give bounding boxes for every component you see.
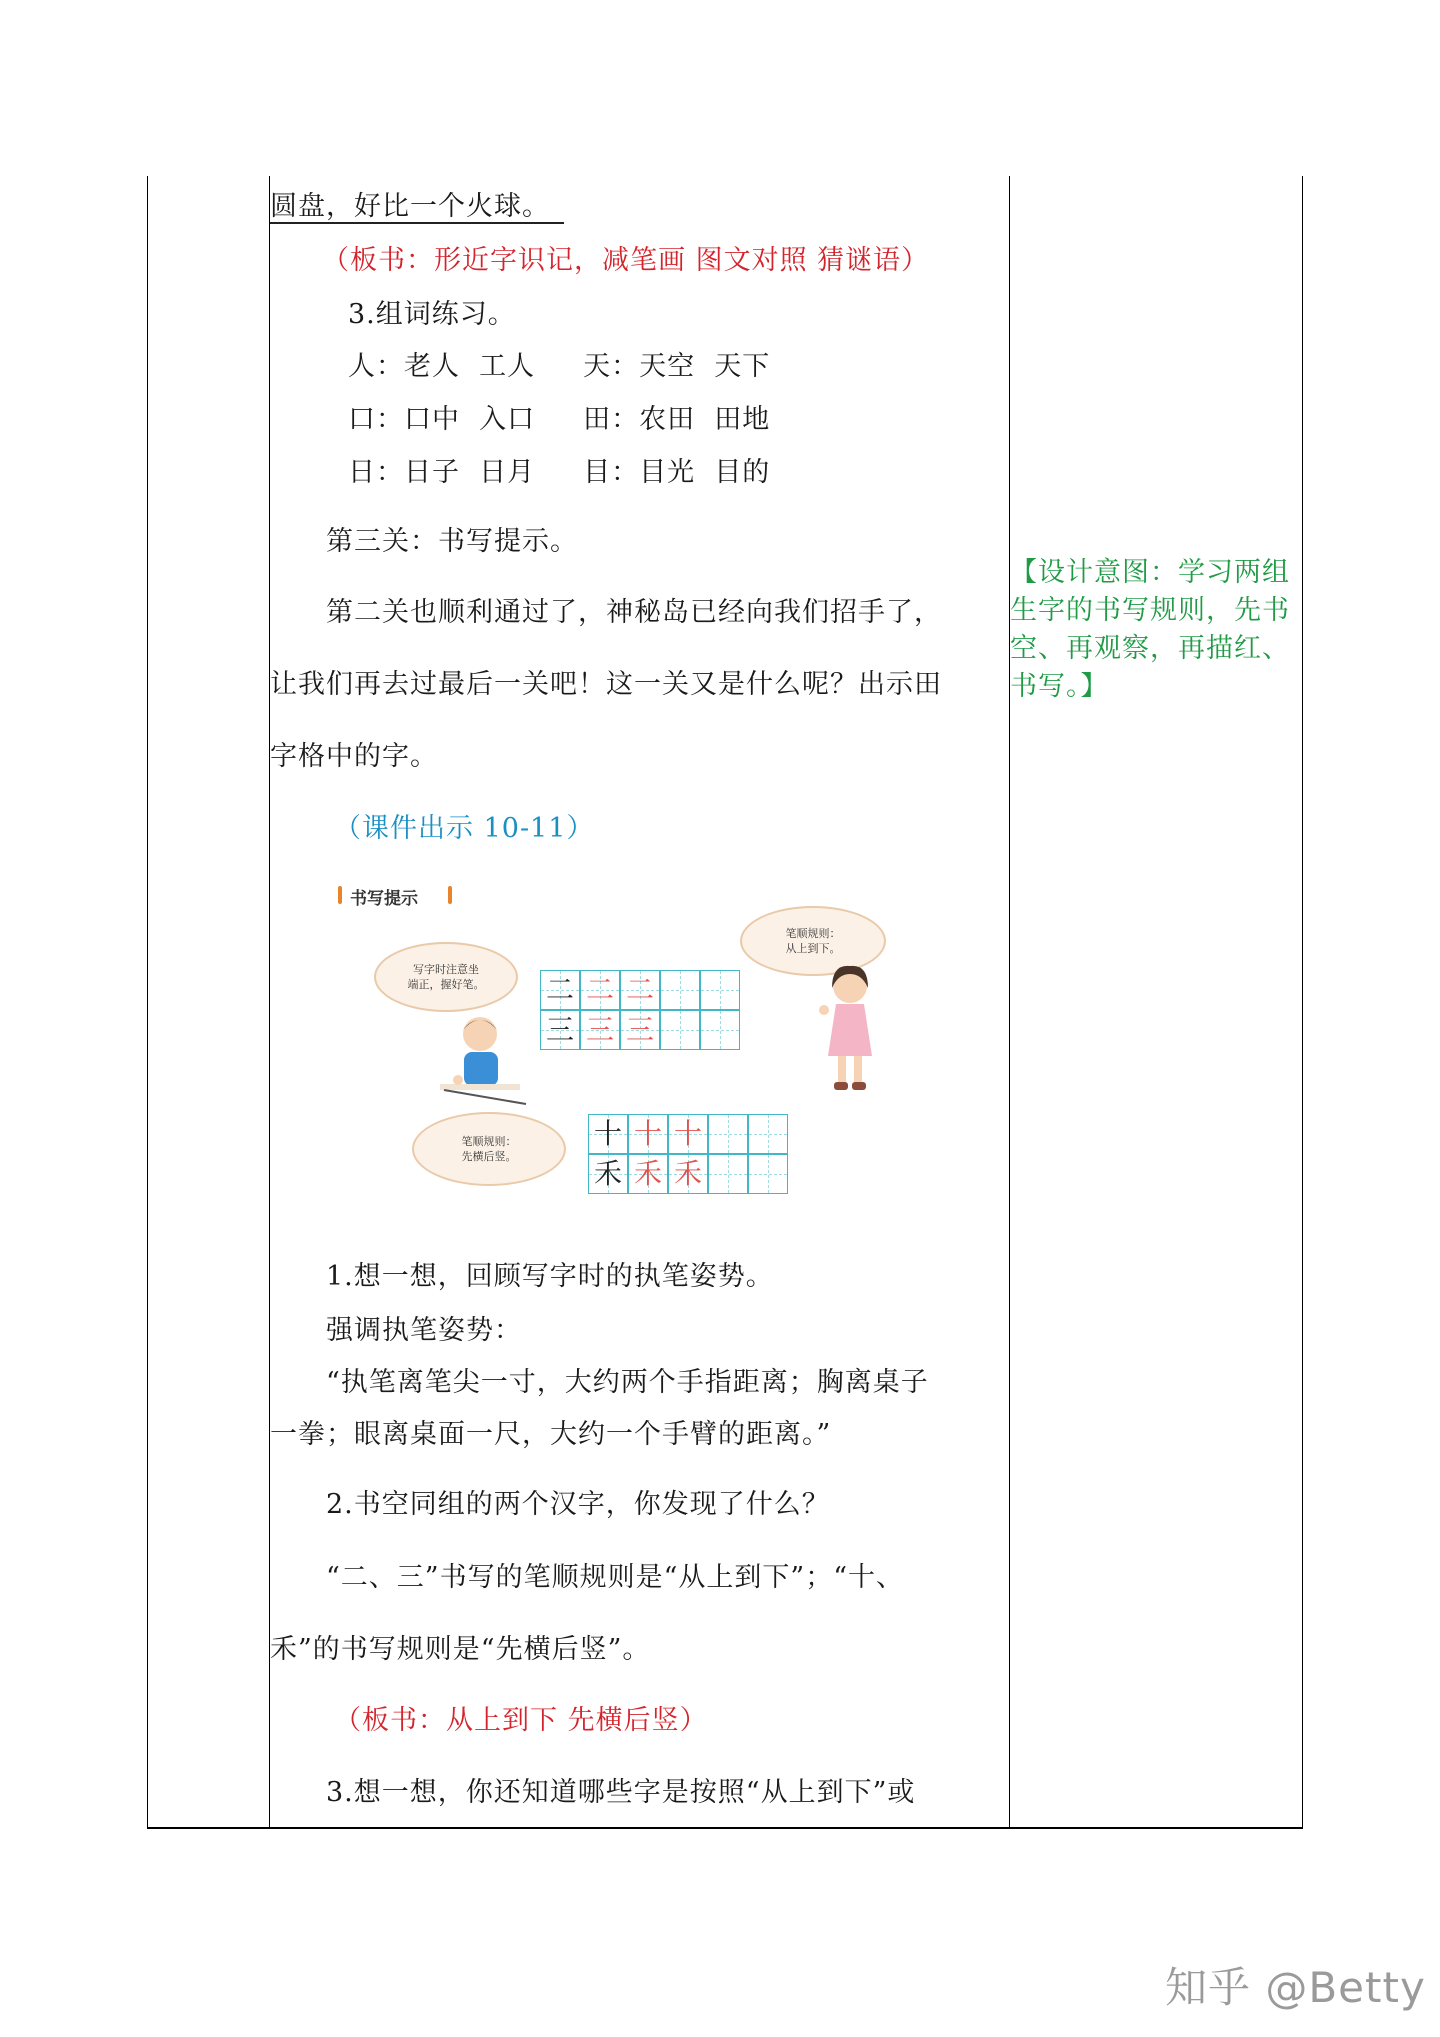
tianzige-grid-2 <box>588 1114 788 1194</box>
paragraph-line: 禾”的书写规则是“先横后竖”。 <box>270 1634 651 1665</box>
grid-cell <box>700 970 740 1010</box>
note-line: 【设计意图：学习两组 <box>1010 557 1290 588</box>
table-border-right <box>1302 176 1303 1829</box>
paragraph-line: “二、三”书写的笔顺规则是“从上到下”；“十、 <box>326 1562 905 1593</box>
note-line: 书写。】 <box>1010 671 1109 702</box>
courseware-note: （课件出示 10-11） <box>334 813 595 844</box>
table-divider-2 <box>1009 176 1010 1829</box>
grid-character: 三 <box>545 1013 574 1046</box>
grid-cell <box>748 1114 788 1154</box>
grid-cell <box>708 1154 748 1194</box>
speech-bubble-bottom: 笔顺规则： 先横后竖。 <box>412 1112 566 1186</box>
quote-line: 一拳；眼离桌面一尺，大约一个手臂的距离。” <box>270 1419 832 1450</box>
step-line: 1.想一想，回顾写字时的执笔姿势。 <box>326 1261 774 1292</box>
grid-character: 十 <box>593 1117 622 1150</box>
section-heading: 3.组词练习。 <box>348 299 516 330</box>
note-line: 空、再观察，再描红、 <box>1010 633 1290 664</box>
table-border-bottom <box>147 1827 1303 1829</box>
zhihu-watermark: 知乎 @Betty <box>1165 1963 1426 2012</box>
text-line: 圆盘，好比一个火球。 <box>270 191 550 222</box>
paragraph-line: 让我们再去过最后一关吧！这一关又是什么呢？出示田 <box>270 669 942 700</box>
underline <box>270 222 564 224</box>
speech-bubble-right: 笔顺规则： 从上到下。 <box>740 906 886 976</box>
grid-character: 十 <box>673 1117 702 1150</box>
grid-cell <box>748 1154 788 1194</box>
word-group-line: 日：日子 日月 目：目光 目的 <box>348 457 771 488</box>
step-line: 2.书空同组的两个汉字，你发现了什么？ <box>326 1489 830 1520</box>
girl-figure <box>810 960 890 1100</box>
word-group-line: 人：老人 工人 天：天空 天下 <box>348 351 771 382</box>
title-bar-right <box>448 886 452 904</box>
grid-character: 三 <box>585 1013 614 1046</box>
quote-line: “执笔离笔尖一寸，大约两个手指距离；胸离桌子 <box>326 1367 929 1398</box>
grid-character: 二 <box>625 973 654 1006</box>
note-line: 生字的书写规则，先书 <box>1010 595 1290 626</box>
word-group-line: 口：口中 入口 田：农田 田地 <box>348 404 771 435</box>
table-divider-1 <box>269 176 270 1829</box>
writing-hint-illustration <box>330 880 890 1220</box>
grid-character: 三 <box>625 1013 654 1046</box>
grid-cell <box>660 1010 700 1050</box>
speech-bubble-left: 写字时注意坐 端正，握好笔。 <box>374 942 518 1012</box>
step-line: 3.想一想，你还知道哪些字是按照“从上到下”或 <box>326 1777 916 1808</box>
section-heading: 第三关：书写提示。 <box>326 526 578 557</box>
step-line: 强调执笔姿势： <box>326 1315 522 1346</box>
design-intent-note <box>1010 554 1302 706</box>
paragraph-line: 第二关也顺利通过了，神秘岛已经向我们招手了， <box>326 597 942 628</box>
grid-character: 二 <box>585 973 614 1006</box>
grid-character: 二 <box>545 973 574 1006</box>
tianzige-grid-1 <box>540 970 740 1050</box>
illustration-title: 书写提示 <box>350 889 418 909</box>
boy-writing-figure <box>430 1008 540 1108</box>
board-note: （板书：从上到下 先横后竖） <box>334 1705 708 1736</box>
grid-character: 禾 <box>633 1157 662 1190</box>
grid-cell <box>708 1114 748 1154</box>
board-note: （板书：形近字识记，减笔画 图文对照 猜谜语） <box>322 245 930 276</box>
grid-cell <box>700 1010 740 1050</box>
grid-cell <box>660 970 700 1010</box>
title-bar-left <box>338 886 342 904</box>
grid-character: 十 <box>633 1117 662 1150</box>
grid-character: 禾 <box>593 1157 622 1190</box>
table-border-left <box>147 176 148 1829</box>
grid-character: 禾 <box>673 1157 702 1190</box>
paragraph-line: 字格中的字。 <box>270 741 438 772</box>
